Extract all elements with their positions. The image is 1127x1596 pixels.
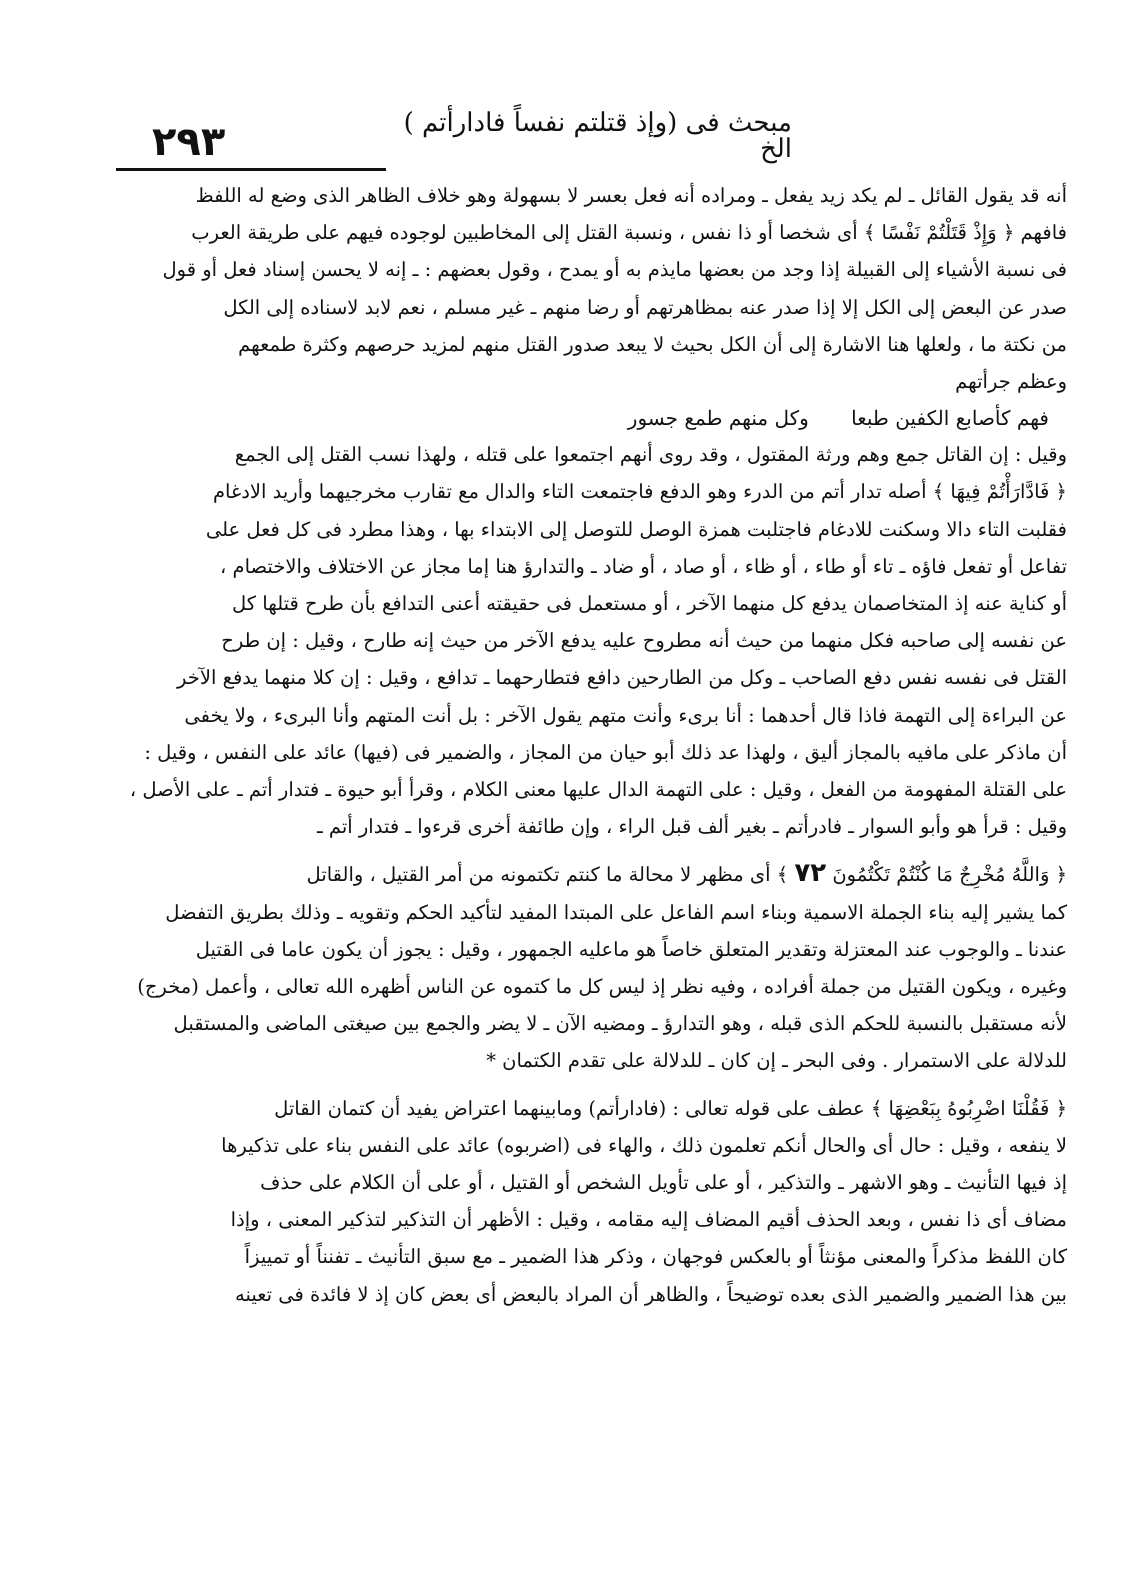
text-line: مضاف أى ذا نفس ، وبعد الحذف أقيم المضاف إليه مقامه ، وقيل : الأظهر أن التذكير لتذكير المعنى ، وإذا	[230, 1208, 1067, 1232]
text-line: عندنا ـ والوجوب عند المعتزلة وتقدير المتعلق خاصاً هو ماعليه الجمهور ، وقيل : يجوز أن يكون عاما فى القتيل	[195, 937, 1067, 961]
text-line: فقلبت التاء دالا وسكنت للادغام فاجتلبت همزة الوصل للتوصل إلى الابتداء بها ، وهذا مطرد فى كل فعل على	[205, 517, 1067, 541]
verse-line	[116, 855, 1067, 893]
text-line: وقيل : إن القاتل جمع وهم ورثة المقتول ، وقد روى أنهم اجتمعوا على قتله ، ولهذا نسب القتل إلى الجمع	[234, 443, 1067, 467]
text-line: ﴿ فَقُلْنَا اضْرِبُوهُ بِبَعْضِهَا ﴾ عطف على قوله تعالى : (فادارأتم) ومابينهما اعتراض يفيد أن كتمان القاتل	[274, 1096, 1067, 1120]
poem-verse	[116, 400, 1067, 436]
text-line: صدر عن البعض إلى الكل إلا إذا صدر عنه بمظاهرتهم أو رضا منهم ـ غير مسلم ، نعم لابد لاسناده إلى الكل	[223, 295, 1067, 319]
text-line: فى نسبة الأشياء إلى القبيلة إذا وجد من بعضها مايذم به أو يمدح ، وقول بعضهم : ـ إنه لا يحسن إسناد فعل أو قول	[162, 258, 1067, 282]
text-line: على القتلة المفهومة من الفعل ، وقيل : على التهمة الدال عليها معنى الكلام ، وقرأ أبو حيوة ـ فتدار أتم ـ على الأصل ،	[129, 778, 1067, 802]
text-line: أو كناية عنه إذ المتخاصمان يدفع كل منهما الآخر ، أو مستعمل فى حقيقته أعنى التدافع بأن طرح قتلها كل	[232, 592, 1067, 616]
verse-number: ٧٢	[794, 858, 827, 889]
quran-verse: ﴿ وَاللَّهُ مُخْرِجٌ مَا كُنْتُمْ تَكْتُمُونَ	[832, 863, 1067, 887]
text-line: أنه قد يقول القائل ـ لم يكد زيد يفعل ـ ومراده أنه فعل بعسر لا بسهولة وهو خلاف الظاهر الذى وضع له اللفظ	[195, 184, 1067, 207]
text-line: وعظم جرأتهم	[955, 370, 1067, 394]
paragraph-gap	[116, 1080, 1067, 1090]
text-line: من نكتة ما ، ولعلها هنا الاشارة إلى أن الكل بحيث لا يبعد صدور القتل منهم لمزيد حرصهم وكثرة طمعهم	[238, 332, 1067, 356]
text-line: ﴿ فَادَّارَأْتُمْ فِيهَا ﴾ أصله تدار أتم من الدرء وهو الدفع فاجتمعت التاء والدال مع تقارب مخرجيهما وأريد الادغام	[212, 480, 1067, 504]
text-line: إذ فيها التأنيث ـ وهو الاشهر ـ والتذكير ، أو على تأويل الشخص أو القتيل ، أو على أن الكلام على حذف	[260, 1171, 1067, 1195]
text-line: عن البراءة إلى التهمة فاذا قال أحدهما : أنا برىء وأنت متهم يقول الآخر : بل أنت المتهم وأنا البرىء ، ولا يخفى	[184, 703, 1067, 727]
text-line: كان اللفظ مذكراً والمعنى مؤنثاً أو بالعكس فوجهان ، وذكر هذا الضمير ـ مع سبق التأنيث ـ تفنناً أو تمييزاً	[244, 1245, 1067, 1269]
text-line: كما يشير إليه بناء الجملة الاسمية وبناء اسم الفاعل على المبتدا المفيد لتأكيد الحكم وتقويه ـ وذلك بطريق التفضل	[165, 900, 1067, 924]
verse-commentary: ﴾ أى مظهر لا محالة ما كنتم تكتمونه من أمر القتيل ، والقاتل	[306, 863, 789, 887]
text-line: وغيره ، ويكون القتيل من جملة أفراده ، وفيه نظر إذ ليس كل ما كتموه عن الناس أظهره الله تعالى ، وأعمل (مخرج)	[137, 975, 1067, 999]
text-line: القتل فى نفسه نفس دفع الصاحب ـ وكل من الطارحين دافع فتطارحهما ـ تدافع ، وقيل : إن كلا منهما يدفع الآخر	[177, 666, 1067, 690]
running-title: مبحث فى (وإذ قتلتم نفساً فادارأتم ) الخ	[403, 108, 792, 164]
header-rule	[116, 168, 386, 171]
text-line: بين هذا الضمير والضمير الذى بعده توضيحاً ، والظاهر أن المراد بالبعض أى بعض كان إذ لا فائدة فى تعينه	[235, 1282, 1067, 1306]
poem-hemistich-1: فهم كأصابع الكفين طبعا	[851, 406, 1049, 431]
text-line: وقيل : قرأ هو وأبو السوار ـ فادرأتم ـ بغير ألف قبل الراء ، وإن طائفة أخرى قرءوا ـ فتدار أتم ـ	[316, 815, 1067, 839]
text-line: للدلالة على الاستمرار . وفى البحر ـ إن كان ـ للدلالة على تقدم الكتمان *	[486, 1049, 1067, 1073]
text-line: فافهم ﴿ وَإِذْ قَتَلْتُمْ نَفْسًا ﴾ أى شخصا أو ذا نفس ، ونسبة القتل إلى المخاطبين لوجوده فيهم على طريقة العرب	[191, 221, 1067, 245]
text-line: أن ماذكر على مافيه بالمجاز أليق ، ولهذا عد ذلك أبو حيان من المجاز ، والضمير فى (فيها) عائد على النفس ، وقيل :	[144, 740, 1067, 764]
text-line: لا ينفعه ، وقيل : حال أى والحال أنكم تعلمون ذلك ، والهاء فى (اضربوه) عائد على النفس بناء على تذكيرها	[221, 1133, 1067, 1157]
page-header	[116, 108, 1067, 165]
text-line: لأنه مستقبل بالنسبة للحكم الذى قبله ، وهو التدارؤ ـ ومضيه الآن ـ لا يضر والجمع بين صيغتى الماضى والمستقبل	[173, 1012, 1067, 1036]
paragraph-gap	[116, 845, 1067, 855]
text-line: تفاعل أو تفعل فاؤه ـ تاء أو طاء ، أو ظاء ، أو صاد ، أو ضاد ـ والتدارؤ هنا إما مجاز عن الاختلاف والاختصام ،	[220, 554, 1067, 578]
body-text	[116, 177, 1067, 1313]
page-number: ٢٩٣	[152, 119, 226, 165]
text-line: عن نفسه إلى صاحبه فكل منهما من حيث أنه مطروح عليه يدفع الآخر من حيث إنه طارح ، وقيل : إن طرح	[221, 629, 1067, 653]
poem-hemistich-2: وكل منهم طمع جسور	[627, 406, 809, 431]
